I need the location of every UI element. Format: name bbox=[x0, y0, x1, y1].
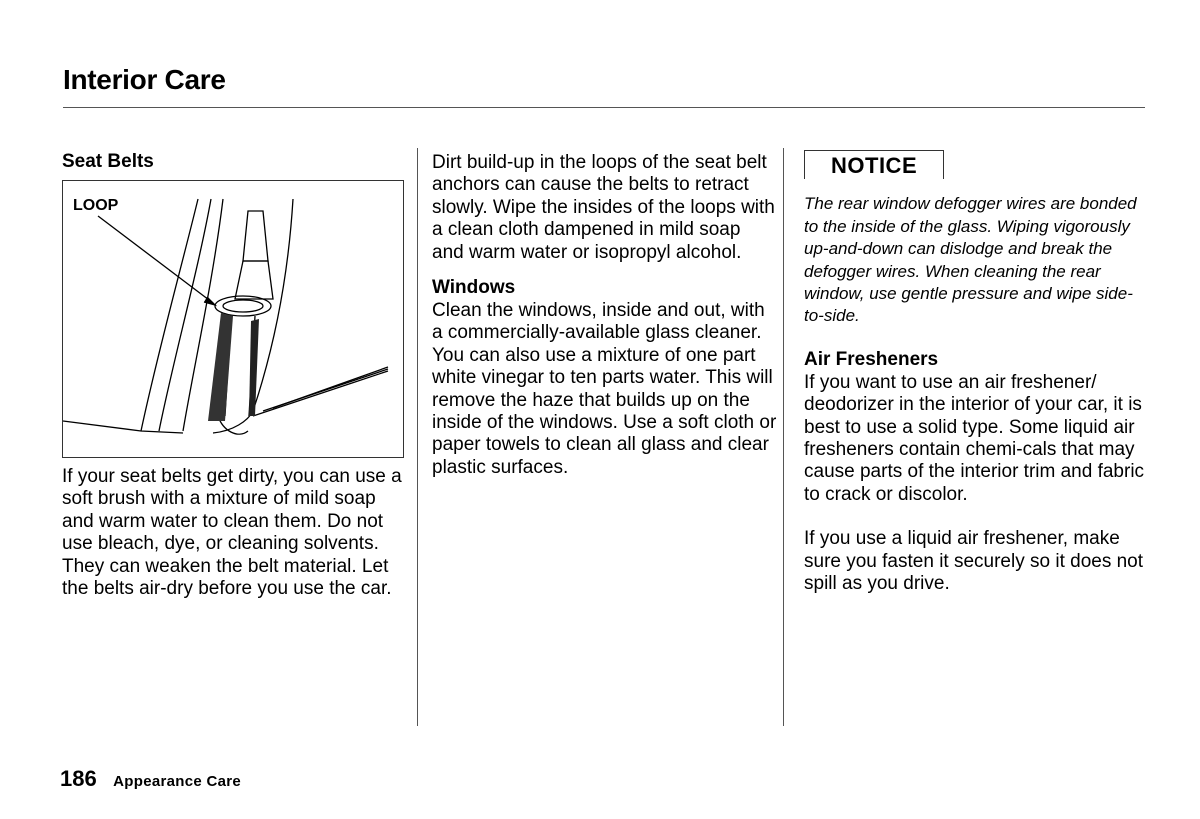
page-title: Interior Care bbox=[63, 64, 226, 95]
windows-heading: Windows bbox=[432, 277, 516, 299]
title-divider bbox=[63, 107, 1145, 108]
air-fresheners-heading: Air Fresheners bbox=[804, 348, 939, 370]
loop-label: LOOP bbox=[73, 197, 119, 214]
column-air-fresheners bbox=[804, 150, 1149, 596]
column-windows bbox=[432, 152, 777, 479]
column-divider-1 bbox=[417, 148, 418, 726]
seat-belts-heading: Seat Belts bbox=[62, 151, 154, 172]
liquid-freshener-paragraph: If you use a liquid air freshener, make sure you fasten it securely so it does not spill as you drive. bbox=[804, 528, 1144, 595]
seat-belts-body: If your seat belts get dirty, you can use a soft brush with a mixture of mild soap and warm water to clean them. Do not use bleach, dye, or cleaning solvents. They can weaken the belt material. Let the belts air-dry before you use the car. bbox=[62, 466, 402, 600]
seat-belt-drawing bbox=[63, 181, 403, 457]
air-fresheners-body: If you want to use an air freshener/ deodorizer in the interior of your car, it is best to use a solid type. Some liquid air fresheners contain chemi-cals that may cause parts of the interior trim and fabric to crack or discolor. bbox=[804, 371, 1145, 505]
seat-belt-loop-illustration bbox=[62, 180, 404, 458]
seat-belt-loops-paragraph: Dirt build-up in the loops of the seat belt anchors can cause the belts to retract slowly. Wipe the insides of the loops with a clean cloth dampened in mild soap and warm water or isopropyl alcohol. bbox=[432, 152, 775, 263]
notice-text: The rear window defogger wires are bonded to the inside of the glass. Wiping vigorously up-and-down can dislodge and break the defogger wires. When cleaning the rear window, use gentle pressure and wipe side-to-side. bbox=[804, 194, 1137, 326]
column-divider-2 bbox=[783, 148, 784, 726]
page-footer bbox=[60, 766, 241, 792]
page-number: 186 bbox=[60, 766, 97, 791]
windows-body: Clean the windows, inside and out, with a commercially-available glass cleaner. You can also use a mixture of one part white vinegar to ten parts water. This will remove the haze that builds up on the inside of the windows. Use a soft cloth or paper towels to clean all glass and clear plastic surfaces. bbox=[432, 300, 777, 478]
section-name: Appearance Care bbox=[113, 773, 242, 790]
column-seat-belts bbox=[62, 150, 402, 600]
notice-label: NOTICE bbox=[804, 150, 944, 179]
